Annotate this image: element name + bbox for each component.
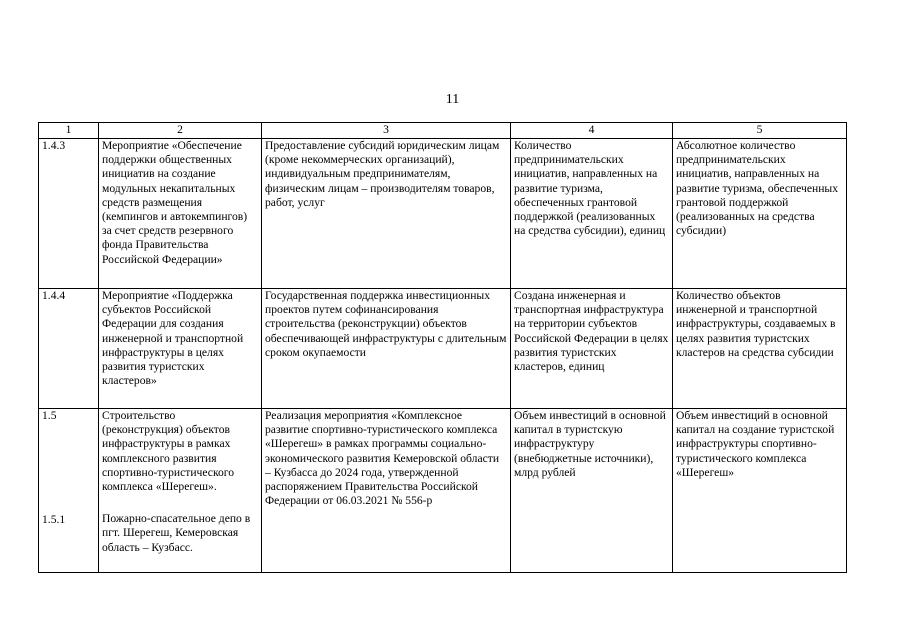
measure-name: Мероприятие «Обеспечение поддержки общественных инициатив на создание модульных некапитальных средств размещения (кемпингов и автокемпингов) за счет средств резервного фонда Правительства Российской Федерации» [99,139,262,289]
measure-recipient: Реализация мероприятия «Комплексное развитие спортивно-туристического комплекса «Шерегеш» в рамках программы социально-экономического развития Кемеровской области – Кузбасса до 2024 года, утвержденной распоряжением Правительства Российской Федерации от 06.03.2021 № 556-р [262,409,511,573]
measure-result: Объем инвестиций в основной капитал в туристскую инфраструктуру (внебюджетные источники), млрд рублей [511,409,673,573]
table-row [39,289,847,409]
column-header-1: 1 [39,123,99,139]
table-row [39,139,847,289]
measure-indicator: Количество объектов инженерной и транспортной инфраструктуры, создаваемых в целях развития туристских кластеров на средства субсидии [673,289,847,409]
column-header-2: 2 [99,123,262,139]
measure-indicator: Объем инвестиций в основной капитал на создание туристской инфраструктуры спортивно-туристического комплекса «Шерегеш» [673,409,847,573]
measure-recipient: Государственная поддержка инвестиционных проектов путем софинансирования строительства (реконструкции) объектов обеспечивающей инфраструктуры с длительным сроком окупаемости [262,289,511,409]
measure-result: Создана инженерная и транспортная инфраструктура на территории субъектов Российской Федерации в целях развития туристских кластеров, единиц [511,289,673,409]
column-header-4: 4 [511,123,673,139]
row-number: 1.4.3 [39,139,99,289]
sub-measure-name: Пожарно-спасательное депо в пгт. Шерегеш, Кемеровская область – Кузбасс. [102,512,251,554]
measure-indicator: Абсолютное количество предпринимательских инициатив, направленных на развитие туризма, обеспеченных грантовой поддержкой (реализованных на средства субсидии) [673,139,847,289]
measure-name: Строительство (реконструкция) объектов инфраструктуры в рамках комплексного развития спортивно-туристического комплекса «Шерегеш». [102,409,235,494]
table-row [39,409,847,573]
page-number: 11 [445,92,460,107]
table-header-row [39,123,847,139]
measure-recipient: Предоставление субсидий юридическим лицам (кроме некоммерческих организаций), индивидуальным предпринимателям, физическим лицам – производителям товаров, работ, услуг [262,139,511,289]
row-number-cell [39,409,99,573]
column-header-3: 3 [262,123,511,139]
sub-row-number: 1.5.1 [42,513,66,527]
column-header-5: 5 [673,123,847,139]
measure-name: Мероприятие «Поддержка субъектов Российской Федерации для создания инженерной и транспортной инфраструктуры в целях развития туристских кластеров» [99,289,262,409]
measure-name-cell [99,409,262,573]
measure-result: Количество предпринимательских инициатив, направленных на развитие туризма, обеспеченных грантовой поддержкой (реализованных на средства субсидии), единиц [511,139,673,289]
row-number: 1.5 [42,409,57,422]
measures-table [38,122,847,573]
row-number: 1.4.4 [39,289,99,409]
